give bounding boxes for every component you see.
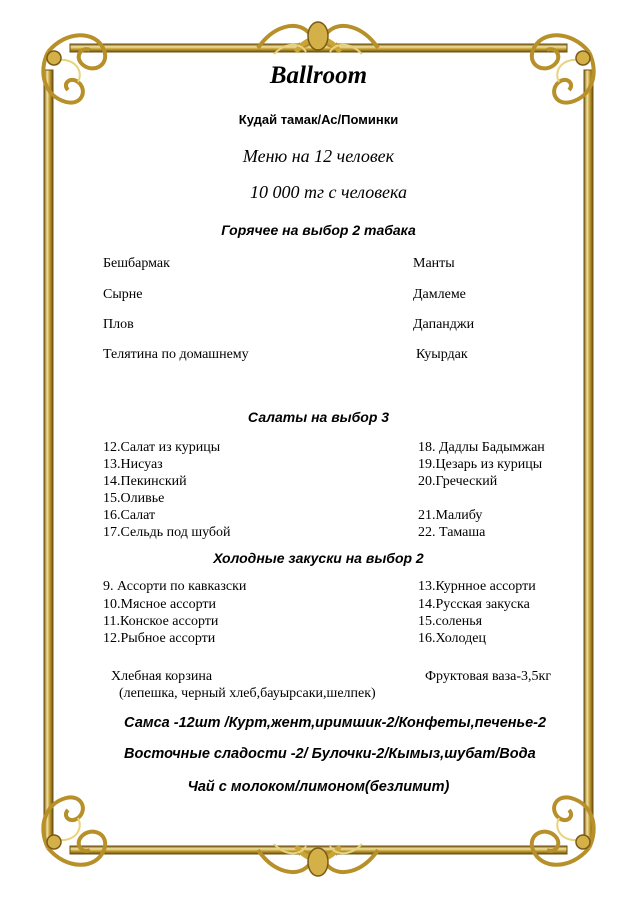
cold-right-item: 15.соленья xyxy=(418,614,483,629)
salad-right-item: 20.Греческий xyxy=(418,474,498,489)
extras-line-3: Чай с молоком/лимоном(безлимит) xyxy=(187,779,450,795)
menu-for: Меню на 12 человек xyxy=(242,146,395,166)
extras-line-1: Самса -12шт /Курт,жент,иримшик-2/Конфеты,печенье-2 xyxy=(124,715,547,731)
cold-right-item: 13.Курнное ассорти xyxy=(418,579,536,594)
salad-right-item: 21.Малибу xyxy=(418,508,483,523)
salad-left-item: 12.Салат из курицы xyxy=(103,440,221,455)
hot-left-item: Бешбармак xyxy=(103,256,170,271)
hot-left-item: Плов xyxy=(103,317,134,332)
hot-right-item: Дапанджи xyxy=(413,317,475,332)
extras-line-2: Восточные сладости -2/ Булочки-2/Кымыз,шубат/Вода xyxy=(124,746,536,762)
bread-basket-label: Хлебная корзина xyxy=(111,669,213,684)
cold-right-item: 14.Русская закуска xyxy=(418,597,530,612)
hot-right-item: Дамлеме xyxy=(413,287,466,302)
salad-left-item: 16.Салат xyxy=(103,508,156,523)
cold-left-item: 10.Мясное ассорти xyxy=(103,597,217,612)
fruit-vase: Фруктовая ваза-3,5кг xyxy=(425,669,552,684)
price-per-person: 10 000 тг с человека xyxy=(250,182,407,202)
bread-basket-detail: (лепешка, черный хлеб,бауырсаки,шелпек) xyxy=(119,686,376,701)
venue-title: Ballroom xyxy=(269,62,368,89)
hot-left-item: Сырне xyxy=(103,287,143,302)
salad-left-item: 17.Сельдь под шубой xyxy=(103,525,231,540)
cold-heading: Холодные закуски на выбор 2 xyxy=(213,550,424,566)
hot-heading: Горячее на выбор 2 табака xyxy=(221,222,416,238)
hot-right-item: Куырдак xyxy=(416,347,468,362)
subtitle: Кудай тамак/Ас/Поминки xyxy=(238,112,399,127)
salad-right-item: 19.Цезарь из курицы xyxy=(418,457,543,472)
cold-left-item: 9. Ассорти по кавказски xyxy=(103,579,247,594)
salad-right-item: 18. Дадлы Бадымжан xyxy=(418,440,545,455)
hot-right-item: Манты xyxy=(413,256,455,271)
cold-left-item: 12.Рыбное ассорти xyxy=(103,631,216,646)
salad-left-item: 14.Пекинский xyxy=(103,474,187,489)
cold-left-item: 11.Конское ассорти xyxy=(103,614,219,629)
salad-left-item: 15.Оливье xyxy=(103,491,165,506)
salad-left-item: 13.Нисуаз xyxy=(103,457,163,472)
hot-left-item: Телятина по домашнему xyxy=(103,347,249,362)
salad-right-item: 22. Тамаша xyxy=(418,525,486,540)
cold-right-item: 16.Холодец xyxy=(418,631,486,646)
salads-heading: Салаты на выбор 3 xyxy=(247,409,390,425)
